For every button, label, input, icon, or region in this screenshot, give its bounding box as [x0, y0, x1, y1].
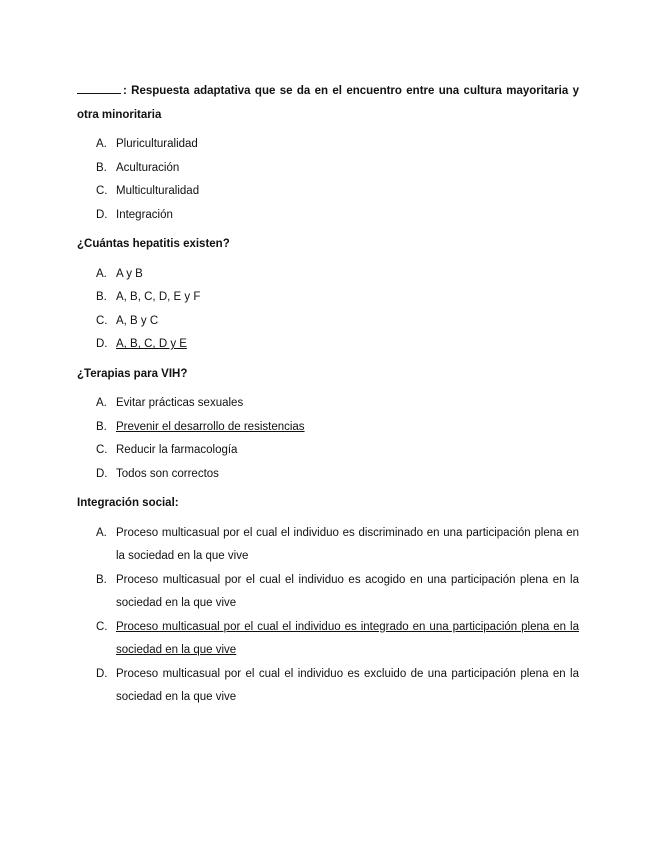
option-item — [77, 133, 579, 157]
option-item — [77, 439, 579, 463]
option-item — [77, 522, 579, 569]
option-item — [77, 310, 579, 334]
question-1 — [77, 80, 579, 227]
option-text: Proceso multicasual por el cual el individuo es excluido de una participación plena en la sociedad en la que vive — [116, 667, 579, 703]
option-text: Multiculturalidad — [116, 185, 200, 197]
answer-blank — [77, 83, 121, 94]
option-item — [77, 286, 579, 310]
option-letter: B. — [96, 420, 107, 433]
option-text: Reducir la farmacología — [116, 444, 238, 456]
question-3 — [77, 363, 579, 487]
option-letter: D. — [96, 467, 108, 480]
option-text: Proceso multicasual por el cual el individuo es discriminado en una participación plena en la sociedad en la que vive — [116, 526, 579, 562]
option-letter: A. — [96, 267, 107, 280]
option-letter: C. — [96, 314, 108, 327]
option-letter: C. — [96, 444, 108, 456]
option-text: A, B, C, D, E y F — [116, 291, 201, 303]
option-text: Aculturación — [116, 161, 180, 174]
option-item — [77, 663, 579, 710]
option-text: Pluriculturalidad — [116, 138, 198, 150]
option-list — [77, 392, 579, 486]
option-letter: C. — [96, 185, 108, 197]
option-text-underlined: Proceso multicasual por el cual el individuo es integrado en una participación plena en la sociedad en la que vive — [116, 620, 579, 656]
option-list — [77, 263, 579, 357]
question-4 — [77, 492, 579, 710]
option-item — [77, 180, 579, 204]
option-item — [77, 463, 579, 487]
option-item — [77, 333, 579, 357]
option-letter: B. — [96, 161, 107, 174]
option-letter: C. — [96, 620, 108, 633]
question-title: ¿Terapias para VIH? — [77, 367, 188, 380]
option-item — [77, 616, 579, 663]
option-letter: A. — [96, 397, 107, 409]
option-text: Todos son correctos — [116, 467, 219, 480]
option-letter: D. — [96, 667, 108, 680]
option-list — [77, 522, 579, 710]
option-letter: B. — [96, 291, 107, 303]
option-text-underlined: A, B, C, D y E — [116, 338, 187, 350]
option-letter: A. — [96, 138, 107, 150]
question-title-text: : Respuesta adaptativa que se da en el encuentro entre una cultura mayoritaria y otra minoritaria — [77, 85, 579, 121]
option-list — [77, 133, 579, 227]
option-item — [77, 263, 579, 287]
option-text: Evitar prácticas sexuales — [116, 397, 244, 409]
question-title: Integración social: — [77, 497, 179, 509]
option-item — [77, 392, 579, 416]
option-item — [77, 157, 579, 181]
option-letter: D. — [96, 338, 108, 350]
document-page — [77, 80, 579, 716]
option-text: Proceso multicasual por el cual el individuo es acogido en una participación plena en la sociedad en la que vive — [116, 573, 579, 609]
option-text: A y B — [116, 267, 143, 280]
question-title: ¿Cuántas hepatitis existen? — [77, 238, 230, 250]
option-item — [77, 416, 579, 440]
question-title — [77, 80, 579, 127]
question-2 — [77, 233, 579, 357]
option-text: Integración — [116, 208, 173, 221]
option-text: A, B y C — [116, 314, 159, 327]
option-item — [77, 569, 579, 616]
option-item — [77, 204, 579, 228]
option-letter: A. — [96, 526, 107, 539]
option-letter: B. — [96, 573, 107, 586]
option-letter: D. — [96, 208, 108, 221]
option-text-underlined: Prevenir el desarrollo de resistencias — [116, 420, 305, 433]
